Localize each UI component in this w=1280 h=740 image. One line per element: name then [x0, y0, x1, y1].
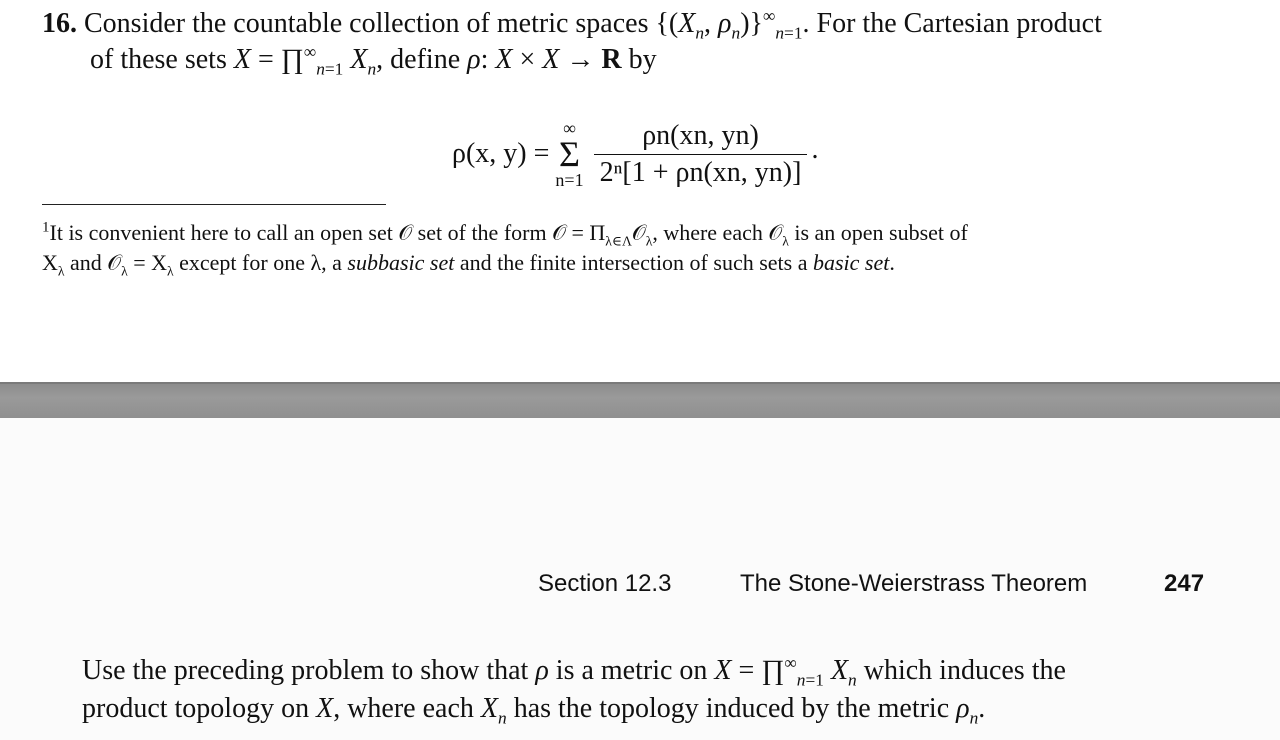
- running-head: [538, 570, 1204, 598]
- product-notation-2: $X = \prod^\infty_{n=1}$ $X_n$: [714, 653, 857, 690]
- problem-line-1: [42, 6, 1242, 42]
- problem-16: [42, 6, 1242, 78]
- footnote-text-d: is an open subset of: [788, 220, 968, 245]
- problem-line1-tail: For the Cartesian product: [816, 8, 1102, 39]
- subbasic-term: subbasic set: [347, 250, 455, 275]
- metric-formula: [452, 112, 818, 196]
- continuation-line-2: product topology on X, where each $X_n$ has the topology induced by the metric $\rho_n$.: [82, 693, 986, 728]
- footnote-rule: [42, 204, 386, 205]
- fraction-denominator: 2ⁿ[1 + ρn(xn, yn)]: [594, 154, 808, 189]
- continuation-text-b: is a metric on: [555, 655, 708, 686]
- footnote-text-f: = X: [127, 250, 168, 275]
- section-label: Section 12.3: [538, 570, 672, 597]
- chapter-title: The Stone-Weierstrass Theorem: [740, 570, 1088, 597]
- footnote-line-2: $X_\lambda$ and 𝒪$_\lambda$ = $X_\lambda$ except for one λ, a subbasic set and the finite intersection of such sets a basic set.: [42, 250, 895, 279]
- fraction: [594, 120, 808, 189]
- continuation-text-f: has the topology induced by the metric: [513, 693, 950, 724]
- footnote-text-h: and the finite intersection of such sets a: [454, 250, 813, 275]
- basic-term: basic set: [812, 250, 890, 275]
- page-number: 247: [1164, 570, 1205, 597]
- continuation-line-1: Use the preceding problem to show that ρ is a metric on $X = \prod^\infty_{n=1}$ $X_n$ which induces the: [82, 653, 1066, 690]
- formula-period: .: [811, 134, 819, 165]
- continuation-text: [82, 652, 1222, 728]
- rho-map: ρ: X × X →: [467, 44, 602, 75]
- footnote-text-e: and 𝒪: [64, 250, 122, 275]
- footnote-line-1: $^1$It is convenient here to call an open set 𝒪 set of the form 𝒪 = $\Pi_{\lambda\in\Lambda}𝒪_\lambda$, where each 𝒪$_\lambda$ is an open subset of: [42, 219, 968, 249]
- collection-notation: {($X_n$, $\rho_n)\}^\infty_{n=1}$.: [655, 6, 810, 43]
- reals-symbol: R: [601, 44, 622, 75]
- footnote-mark: 1: [42, 219, 50, 236]
- problem-line2-by: by: [628, 44, 657, 75]
- continuation-text-d: product topology on: [82, 693, 310, 724]
- problem-line2-text: of these sets: [90, 44, 227, 75]
- problem-number: 16.: [42, 8, 77, 39]
- problem-line-2: [42, 42, 1242, 78]
- continuation-text-c: which induces the: [863, 655, 1066, 686]
- sum-lower-limit: n=1: [555, 170, 584, 190]
- summation: [555, 119, 583, 189]
- sum-upper-limit: ∞: [563, 118, 576, 138]
- footnote-text-g: except for one λ, a: [173, 250, 348, 275]
- footnote: [42, 218, 1242, 278]
- continuation-text-e: , where each: [333, 693, 474, 724]
- footnote-x-lambda: X: [42, 250, 58, 275]
- footnote-text-c: , where each 𝒪: [652, 220, 783, 245]
- footnote-text-b: 𝒪: [631, 220, 646, 245]
- fraction-numerator: ρn(xn, yn): [642, 119, 759, 151]
- product-notation: $X = \prod^\infty_{n=1}$ $X_n$: [233, 42, 377, 79]
- problem-line1-text: Consider the countable collection of metric spaces: [84, 8, 649, 39]
- footnote-text-a: It is convenient here to call an open set 𝒪 set of the form 𝒪 = Π: [49, 220, 606, 245]
- problem-line2-define: , define: [376, 44, 461, 75]
- formula-lhs: ρ(x, y) =: [452, 138, 550, 169]
- page-divider: [0, 382, 1280, 420]
- continuation-text-a: Use the preceding problem to show that: [82, 655, 529, 686]
- footnote-period: .: [889, 250, 895, 275]
- sigma-symbol: Σ: [559, 134, 580, 174]
